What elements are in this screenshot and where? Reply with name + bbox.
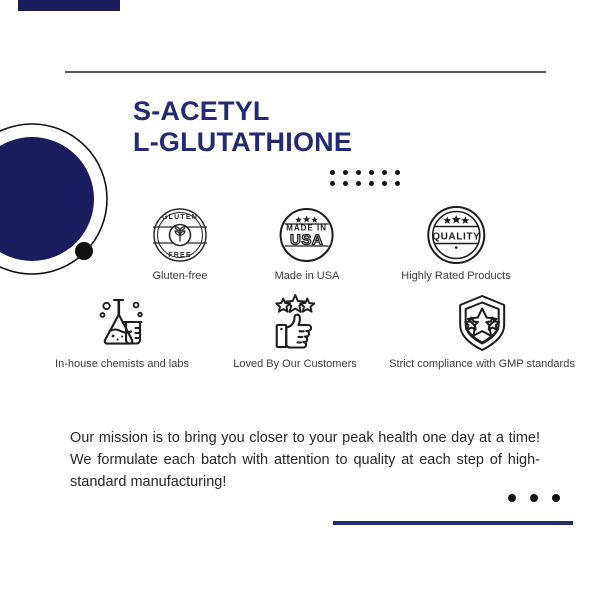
feature-gmp-compliance <box>389 292 575 371</box>
feature-label: In-house chemists and labs <box>55 358 189 370</box>
feature-gluten-free <box>149 204 211 283</box>
grid-dot <box>343 181 348 186</box>
feature-highly-rated <box>401 204 510 283</box>
svg-text:QUALITY: QUALITY <box>431 231 481 243</box>
svg-text:GLUTEN: GLUTEN <box>162 214 198 221</box>
grid-dot <box>369 181 374 186</box>
grid-dot <box>369 170 374 175</box>
grid-dot <box>382 181 387 186</box>
svg-text:USA: USA <box>290 231 324 249</box>
lab-flask-beaker-icon <box>55 292 189 354</box>
feature-label: Made in USA <box>274 270 340 282</box>
page-title-line-1: S-ACETYL <box>133 96 270 126</box>
feature-row-1 <box>0 204 600 292</box>
quality-badge-icon <box>401 204 510 266</box>
mission-paragraph: Our mission is to bring you closer to your peak health one day at a time! We formulate each batch with attention to quality at each step of high-standard manufacturing! <box>70 429 540 490</box>
feature-label: Gluten-free <box>152 270 208 282</box>
grid-dot <box>356 170 361 175</box>
feature-made-in-usa <box>275 204 340 283</box>
bottom-dot <box>530 494 538 502</box>
feature-badges <box>0 204 600 380</box>
made-in-usa-badge-icon <box>275 204 340 266</box>
thumbs-up-stars-icon <box>233 292 357 354</box>
grid-dot <box>330 181 335 186</box>
grid-dot <box>330 170 335 175</box>
grid-dot <box>343 170 348 175</box>
feature-loved-by-customers <box>233 292 357 371</box>
svg-text:FREE: FREE <box>168 252 192 259</box>
page-title <box>133 96 463 158</box>
feature-label: Highly Rated Products <box>401 270 511 282</box>
bottom-dot-row <box>508 494 560 502</box>
feature-label: Loved By Our Customers <box>233 358 357 370</box>
feature-label: Strict compliance with GMP standards <box>389 358 575 370</box>
grid-dot <box>356 181 361 186</box>
svg-text:MADE IN: MADE IN <box>286 223 328 233</box>
bottom-dot <box>552 494 560 502</box>
bottom-accent-bar <box>333 521 573 525</box>
grid-dot <box>382 170 387 175</box>
page-title-line-2: L-GLUTATHIONE <box>133 127 353 157</box>
top-accent-bar <box>18 0 120 11</box>
shield-star-icon <box>389 292 575 354</box>
top-horizontal-rule <box>65 71 546 73</box>
feature-row-2 <box>0 292 600 380</box>
grid-dot <box>395 170 400 175</box>
gluten-free-badge-icon <box>149 204 211 266</box>
grid-dot <box>395 181 400 186</box>
feature-inhouse-labs <box>55 292 189 371</box>
title-dot-grid <box>330 170 408 192</box>
bottom-dot <box>508 494 516 502</box>
